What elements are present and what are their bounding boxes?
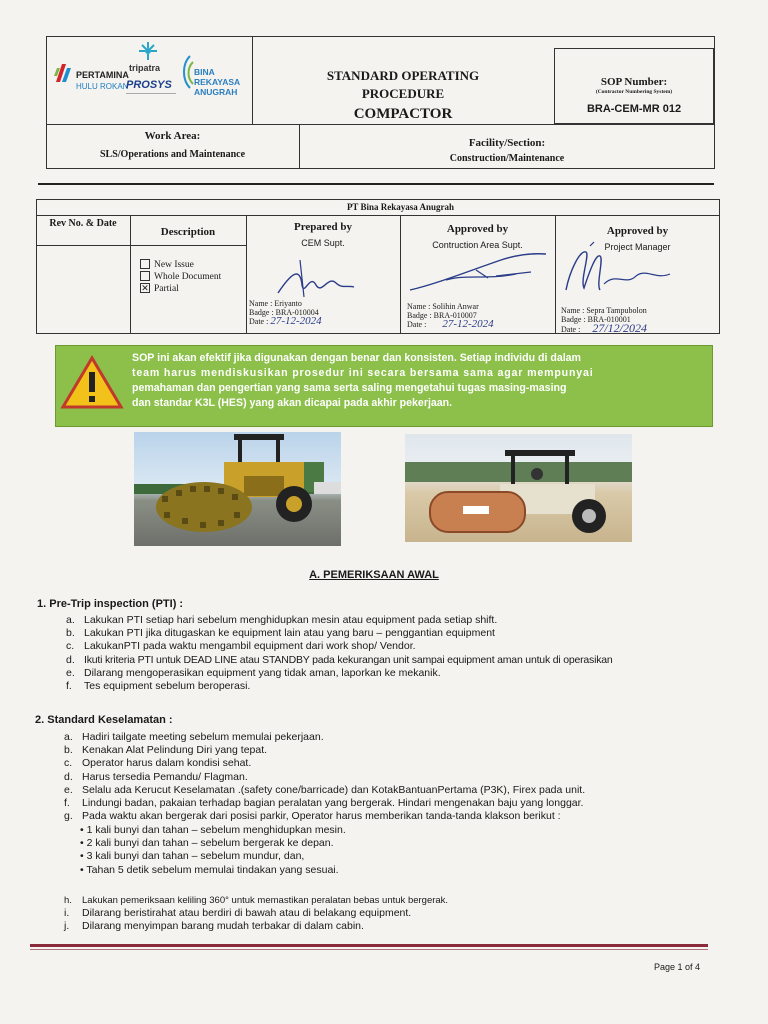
section-title: A. PEMERIKSAAN AWAL: [309, 569, 439, 581]
pertamina-logo: [54, 62, 74, 89]
list-item-text: Selalu ada Kerucut Keselamatan .(safety cone/barricade) dan KotakBantuanPertama (P3K), Firex pada unit.: [82, 783, 586, 796]
list-item: [80, 824, 346, 837]
hulu-rokan-text: HULU ROKAN: [76, 82, 129, 91]
list-item: [66, 614, 613, 627]
bina-logo: [180, 54, 194, 95]
list-item: [64, 894, 448, 907]
bina-logo-icon: [180, 54, 194, 90]
list-item-letter: c.: [64, 757, 73, 770]
checkbox-whole-document[interactable]: [140, 271, 150, 281]
option-partial-label: Partial: [154, 284, 179, 295]
title-line-3: COMPACTOR: [353, 106, 453, 122]
approved1-badge-label: Badge :: [407, 311, 432, 320]
list-item: [64, 731, 585, 744]
list-item-text: LakukanPTI pada waktu mengambil equipment dari work shop/ Vendor.: [84, 640, 416, 653]
prepared-date-label: Date :: [249, 317, 269, 326]
warning-line-1: SOP ini akan efektif jika digunakan dengan benar dan konsisten. Setiap individu di dalam: [132, 352, 581, 364]
list-item-letter: i.: [64, 907, 70, 919]
prepared-signature: [270, 255, 360, 300]
bina-text-2: REKAYASA: [194, 77, 241, 87]
list-item-letter: d.: [64, 770, 73, 783]
approved1-name-row: [407, 302, 494, 329]
title-line-1: STANDARD OPERATING: [326, 68, 480, 83]
list-item-letter: c.: [66, 640, 75, 653]
prepared-role: CEM Supt.: [301, 238, 345, 248]
approved1-role: Contruction Area Supt.: [432, 240, 523, 250]
approved1-name-label: Name :: [407, 302, 431, 311]
facility-label: Facility/Section:: [468, 137, 546, 149]
list-item: [64, 771, 585, 784]
header-divider-h: [46, 124, 715, 125]
list-item: [66, 640, 613, 653]
approved1-name: Solihin Anwar: [432, 302, 479, 311]
compactor-photo-padfoot: [134, 432, 341, 546]
list-item-text: Lakukan pemeriksaan keliling 360° untuk memastikan peralatan bebas untuk bergerak.: [82, 895, 449, 906]
list-item-letter: a.: [66, 614, 75, 626]
list-item-text: Hadiri tailgate meeting sebelum memulai pekerjaan.: [82, 731, 324, 743]
sop-number-label: SOP Number:: [600, 76, 668, 88]
option-whole-document-label: Whole Document: [154, 272, 222, 283]
approved1-signature: [406, 250, 551, 295]
list-item-letter: g.: [64, 810, 73, 823]
list-item-text: • Tahan 5 detik sebelum memulai tindakan yang sesuai.: [80, 863, 339, 876]
sop-number-value: BRA-CEM-MR 012: [586, 103, 682, 115]
compactor-photo-smooth: [405, 434, 632, 542]
pertamina-logo-icon: [54, 62, 74, 84]
list-item-text: Operator harus dalam kondisi sehat.: [82, 757, 252, 770]
list-item: [64, 784, 585, 797]
facility-value: Construction/Maintenance: [449, 153, 565, 164]
list-item-text: Lakukan PTI jika ditugaskan ke equipment lain atau yang baru – penggantian equipment: [84, 627, 495, 640]
approved1-date-label: Date :: [407, 320, 427, 329]
prepared-name-row: [249, 299, 322, 326]
option-new-issue-label: New Issue: [154, 260, 194, 271]
list-item-text: • 3 kali bunyi dan tahan – sebelum mundur, dan,: [80, 850, 305, 863]
prepared-badge-label: Badge :: [249, 308, 274, 317]
list-item-text: Ikuti kriteria PTI untuk DEAD LINE atau STANDBY pada kekurangan unit sampai equipment aman untuk di operasikan: [84, 653, 613, 666]
list-item: [64, 810, 585, 823]
approved2-label: Approved by: [606, 225, 669, 237]
description-label: Description: [160, 226, 216, 238]
approved2-signature: [560, 240, 675, 300]
pti-heading: 1. Pre-Trip inspection (PTI) :: [37, 598, 184, 610]
list-item: [64, 744, 585, 757]
list-item: [66, 627, 613, 640]
prepared-name: Eriyanto: [274, 299, 302, 308]
list-item-text: Pada waktu akan bergerak dari posisi parkir, Operator harus memberikan tanda-tanda klakson berikut :: [82, 810, 561, 823]
list-item-letter: b.: [64, 744, 73, 757]
list-item: [64, 757, 585, 770]
approved1-label: Approved by: [446, 223, 509, 235]
list-item-letter: e.: [66, 666, 75, 679]
warning-line-4: dan standar K3L (HES) yang akan dicapai pada akhir pekerjaan.: [132, 397, 453, 409]
list-item-text: Kenakan Alat Pelindung Diri yang tepat.: [82, 744, 268, 757]
list-item-letter: d.: [66, 653, 75, 666]
header-bottom-rule: [38, 183, 714, 185]
list-item-letter: j.: [64, 920, 70, 932]
prepared-badge: BRA-010004: [275, 308, 319, 317]
padfoot-compactor-image: [134, 432, 341, 546]
tripatra-text: tripatra: [129, 63, 161, 73]
prepared-name-label: Name :: [249, 299, 273, 308]
prepared-date: 27-12-2024: [270, 315, 322, 327]
list-item-text: Dilarang menyimpan barang mudah terbakar di dalam cabin.: [82, 920, 364, 932]
list-item-text: • 2 kali bunyi dan tahan – sebelum bergerak ke depan.: [80, 837, 334, 850]
approved2-name-label: Name :: [561, 306, 585, 315]
list-item-letter: e.: [64, 783, 73, 796]
list-item-text: Dilarang mengoperasikan equipment yang tidak aman, laporkan ke mekanik.: [84, 666, 441, 679]
list-item: [80, 850, 346, 863]
company-name: PT Bina Rekayasa Anugrah: [346, 202, 455, 212]
title-line-2: PROCEDURE: [361, 86, 445, 101]
approved1-date: 27-12-2024: [442, 318, 494, 330]
safety-heading: 2. Standard Keselamatan :: [35, 714, 173, 726]
approval-line-mid: [36, 245, 246, 246]
warning-line-3: pemahaman dan pengertian yang sama serta saling mengetahui tugas masing-masing: [132, 382, 567, 394]
prosys-text: PROSYS: [126, 79, 172, 91]
list-item-letter: f.: [66, 680, 72, 693]
list-item-letter: a.: [64, 731, 73, 743]
sop-number-sub: (Contractor Numbering System): [595, 89, 673, 95]
work-area-value: SLS/Operations and Maintenance: [99, 149, 246, 160]
approved2-badge: BRA-010001: [587, 315, 631, 324]
horn-signal-list: [80, 824, 346, 877]
approved2-badge-label: Badge :: [561, 315, 586, 324]
prepared-label: Prepared by: [294, 221, 352, 233]
prosys-tagline: [126, 93, 176, 94]
list-item-letter: h.: [64, 895, 72, 906]
tripatra-logo-icon: [135, 40, 161, 62]
option-new-issue[interactable]: [140, 260, 194, 270]
approved2-role: Project Manager: [604, 242, 671, 252]
list-item-text: Lakukan PTI setiap hari sebelum menghidupkan mesin atau equipment pada setiap shift.: [84, 614, 498, 626]
footer-rule: [30, 944, 708, 947]
list-item: [64, 907, 448, 920]
bina-text-1: BINA: [194, 67, 215, 77]
bina-text-3: ANUGRAH: [194, 87, 238, 97]
smooth-drum-compactor-image: [405, 434, 632, 542]
list-item-letter: f.: [64, 797, 70, 810]
page-number: Page 1 of 4: [654, 962, 701, 972]
list-item-text: Dilarang beristirahat atau berdiri di bawah atau di belakang equipment.: [82, 907, 412, 919]
approved1-badge: BRA-010007: [433, 311, 477, 320]
list-item: [66, 680, 613, 693]
approved2-date-label: Date :: [561, 325, 581, 334]
list-item: [64, 920, 448, 933]
option-partial[interactable]: [140, 284, 179, 294]
rev-label: Rev No. & Date: [49, 218, 117, 229]
list-item: [66, 654, 613, 667]
warning-icon: [60, 354, 124, 410]
warning-line-2: team harus mendiskusikan prosedur ini secara bersama sama agar mempunyai: [132, 367, 594, 379]
footer-rule-thin: [30, 949, 708, 950]
list-item: [66, 667, 613, 680]
safety-list-a: [64, 731, 585, 823]
checkbox-new-issue[interactable]: [140, 259, 150, 269]
approved2-name: Sepra Tampubolon: [586, 306, 647, 315]
approved2-name-row: [561, 306, 647, 334]
safety-list-b: [64, 894, 448, 933]
list-item-text: • 1 kali bunyi dan tahan – sebelum menghidupkan mesin.: [80, 824, 346, 836]
list-item-text: Tes equipment sebelum beroperasi.: [84, 680, 251, 693]
pti-list: [66, 614, 613, 693]
list-item: [80, 864, 346, 877]
list-item: [80, 837, 346, 850]
approval-line-top: [36, 215, 720, 216]
list-item: [64, 797, 585, 810]
list-item-text: Lindungi badan, pakaian terhadap bagian peralatan yang bergerak. Hindari mengenakan baju yang longgar.: [82, 797, 584, 810]
option-whole-document[interactable]: [140, 272, 221, 282]
list-item-text: Harus tersedia Pemandu/ Flagman.: [82, 770, 248, 783]
checkbox-partial[interactable]: ✕: [141, 283, 149, 293]
pertamina-text: PERTAMINA: [76, 70, 129, 80]
work-area-label: Work Area:: [144, 130, 201, 142]
list-item-letter: b.: [66, 627, 75, 640]
approved2-date: 27/12/2024: [592, 321, 647, 335]
